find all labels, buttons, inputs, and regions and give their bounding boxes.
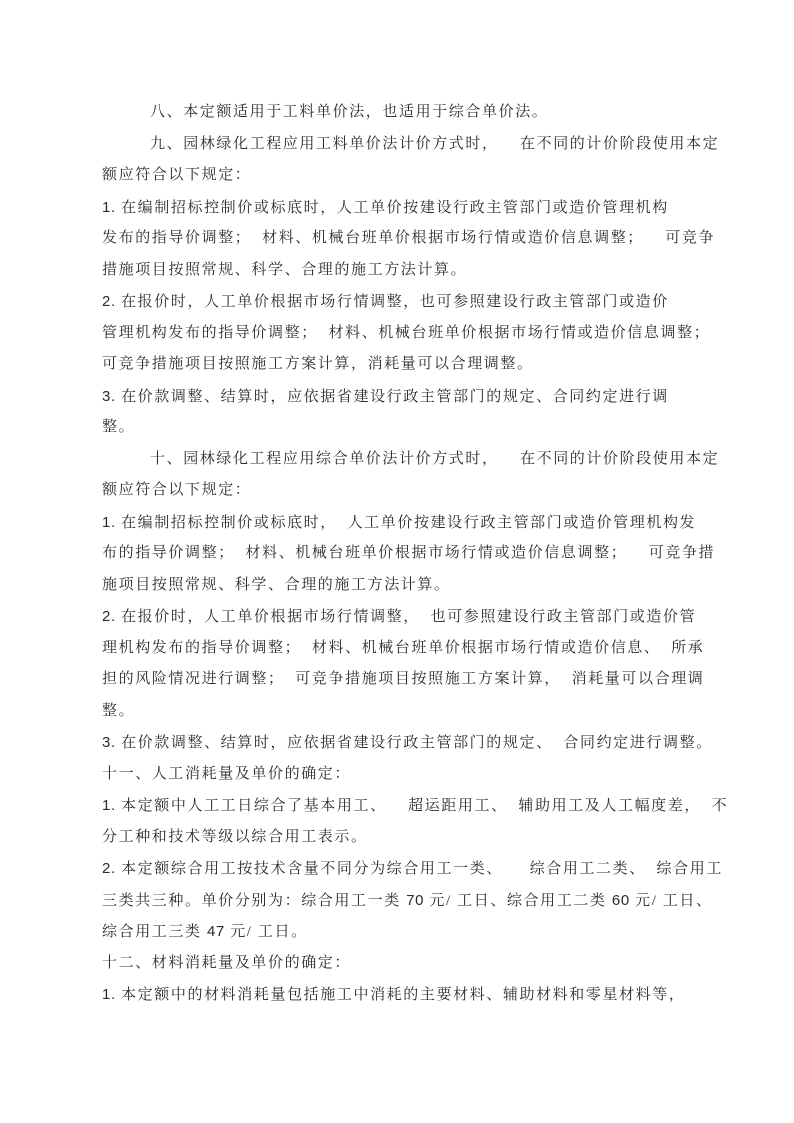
text-line: 1. 本定额中人工工日综合了基本用工、 超运距用工、 辅助用工及人工幅度差， 不 [102, 797, 729, 814]
text-line: 十二、材料消耗量及单价的确定： [102, 954, 352, 971]
text-line: 1. 在编制招标控制价或标底时， 人工单价按建设行政主管部门或造价管理机构发 [102, 513, 697, 531]
number-text: 1. [102, 797, 116, 814]
text-line: 1. 本定额中的材料消耗量包括施工中消耗的主要材料、辅助材料和零星材料等， [102, 986, 686, 1003]
text-line: 3. 在价款调整、结算时，应依据省建设行政主管部门的规定、合同约定进行调 [102, 387, 669, 405]
number-text: 2. [102, 608, 116, 625]
text-line: 理机构发布的指导价调整； 材料、机械台班单价根据市场行情或造价信息、 所承 [102, 639, 705, 656]
document-text [102, 97, 729, 1011]
text-line: 十一、人工消耗量及单价的确定： [102, 765, 352, 782]
text-line: 施项目按照常规、科学、合理的施工方法计算。 [102, 576, 451, 593]
text-line: 九、园林绿化工程应用工料单价法计价方式时， 在不同的计价阶段使用本定 [150, 135, 720, 152]
number-text: 3. [102, 734, 116, 751]
text-line: 2. 在报价时，人工单价根据市场行情调整，也可参照建设行政主管部门或造价 [102, 293, 669, 310]
text-line: 措施项目按照常规、科学、合理的施工方法计算。 [102, 261, 468, 278]
number-text: 47 [206, 923, 225, 940]
number-text: 1. [102, 198, 116, 216]
text-line: 2. 本定额综合用工按技术含量不同分为综合用工一类、 综合用工二类、 综合用工 [102, 860, 723, 877]
text-line: 额应符合以下规定： [102, 482, 252, 498]
number-text: 60 [611, 891, 630, 909]
text-line: 分工种和技术等级以综合用工表示。 [102, 828, 368, 845]
text-line: 2. 在报价时，人工单价根据市场行情调整， 也可参照建设行政主管部门或造价管 [102, 608, 697, 625]
text-line: 三类共三种。单价分别为：综合用工一类 70 元/ 工日、综合用工二类 60 元/ 工日、 [102, 891, 713, 909]
text-line: 3. 在价款调整、结算时，应依据省建设行政主管部门的规定、 合同约定进行调整。 [102, 734, 713, 751]
text-line: 管理机构发布的指导价调整； 材料、机械台班单价根据市场行情或造价信息调整； [102, 324, 711, 341]
text-line: 综合用工三类 47 元/ 工日。 [102, 923, 308, 940]
text-line: 1. 在编制招标控制价或标底时，人工单价按建设行政主管部门或造价管理机构 [102, 198, 669, 216]
text-line: 担的风险情况进行调整； 可竞争措施项目按照施工方案计算， 消耗量可以合理调 [102, 671, 705, 687]
text-line: 十、园林绿化工程应用综合单价法计价方式时， 在不同的计价阶段使用本定 [150, 450, 720, 467]
number-text: 70 [406, 891, 425, 909]
text-line: 八、本定额适用于工料单价法，也适用于综合单价法。 [150, 104, 549, 120]
text-line: 可竞争措施项目按照施工方案计算，消耗量可以合理调整。 [102, 356, 534, 372]
number-text: 1. [102, 513, 116, 531]
number-text: 2. [102, 860, 116, 877]
text-line: 整。 [102, 419, 136, 435]
text-line: 布的指导价调整； 材料、机械台班单价根据市场行情或造价信息调整； 可竞争措 [102, 545, 716, 561]
text-line: 额应符合以下规定： [102, 167, 252, 183]
text-line: 整。 [102, 702, 136, 719]
number-text: 2. [102, 293, 116, 310]
text-line: 发布的指导价调整； 材料、机械台班单价根据市场行情或造价信息调整； 可竞争 [102, 230, 716, 246]
number-text: 1. [102, 986, 116, 1003]
number-text: 3. [102, 387, 116, 405]
